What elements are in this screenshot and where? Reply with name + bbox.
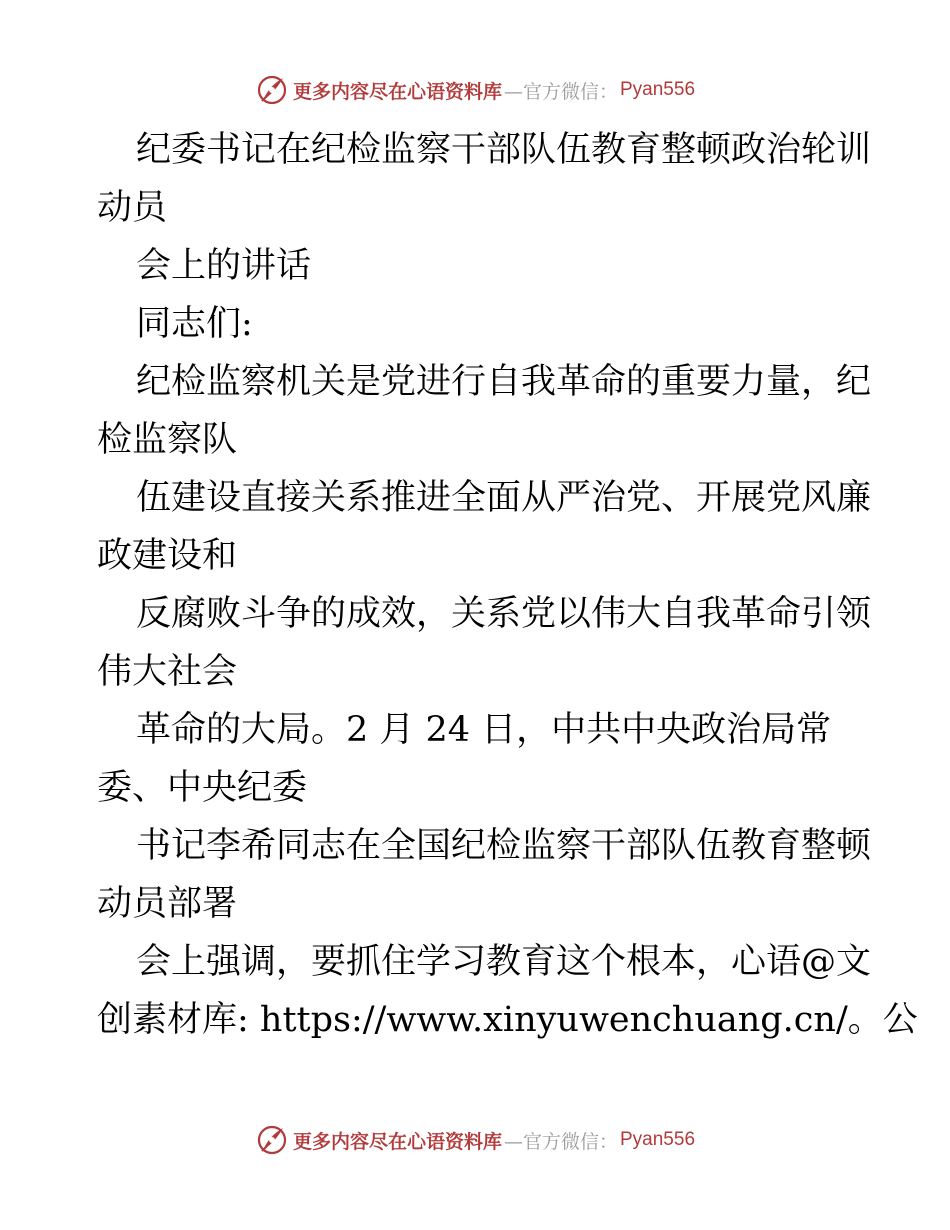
text-line: 会上的讲话 (136, 246, 312, 286)
watermark-wechat-id: Pyan556 (620, 1129, 696, 1150)
watermark-text: 更多内容尽在心语资料库 (292, 1130, 502, 1153)
text-line: 书记李希同志在全国纪检监察干部队伍教育整顿 (136, 826, 872, 866)
text-line: 会上强调，要抓住学习教育这个根本，心语@文 (136, 942, 872, 982)
quill-logo-icon (255, 73, 289, 107)
text-line: 革命的大局。2 月 24 日，中共中央政治局常 (136, 710, 832, 750)
text-line: 委、中央纪委 (97, 768, 308, 808)
text-line: 动员部署 (97, 884, 238, 924)
text-line: 纪检监察机关是党进行自我革命的重要力量，纪 (136, 362, 872, 402)
text-line: 反腐败斗争的成效，关系党以伟大自我革命引领 (136, 594, 872, 634)
text-line: 伍建设直接关系推进全面从严治党、开展党风廉 (136, 478, 872, 518)
text-line: 同志们: (136, 304, 253, 344)
header-watermark (0, 70, 950, 110)
text-line: 纪委书记在纪检监察干部队伍教育整顿政治轮训 (136, 130, 872, 170)
watermark-separator: —官方微信： (503, 1130, 618, 1153)
watermark-wechat-id: Pyan556 (620, 79, 696, 100)
text-line: 动员 (97, 188, 168, 228)
watermark-separator: —官方微信： (503, 80, 618, 103)
text-line: 创素材库: https://www.xinyuwenchuang.cn/。公 (97, 1000, 918, 1040)
text-line: 伟大社会 (97, 652, 238, 692)
document-body (0, 121, 950, 1049)
watermark-text: 更多内容尽在心语资料库 (292, 80, 502, 103)
text-line: 检监察队 (97, 420, 238, 460)
text-line: 政建设和 (97, 536, 238, 576)
footer-watermark (0, 1120, 950, 1160)
quill-logo-icon (255, 1123, 289, 1157)
